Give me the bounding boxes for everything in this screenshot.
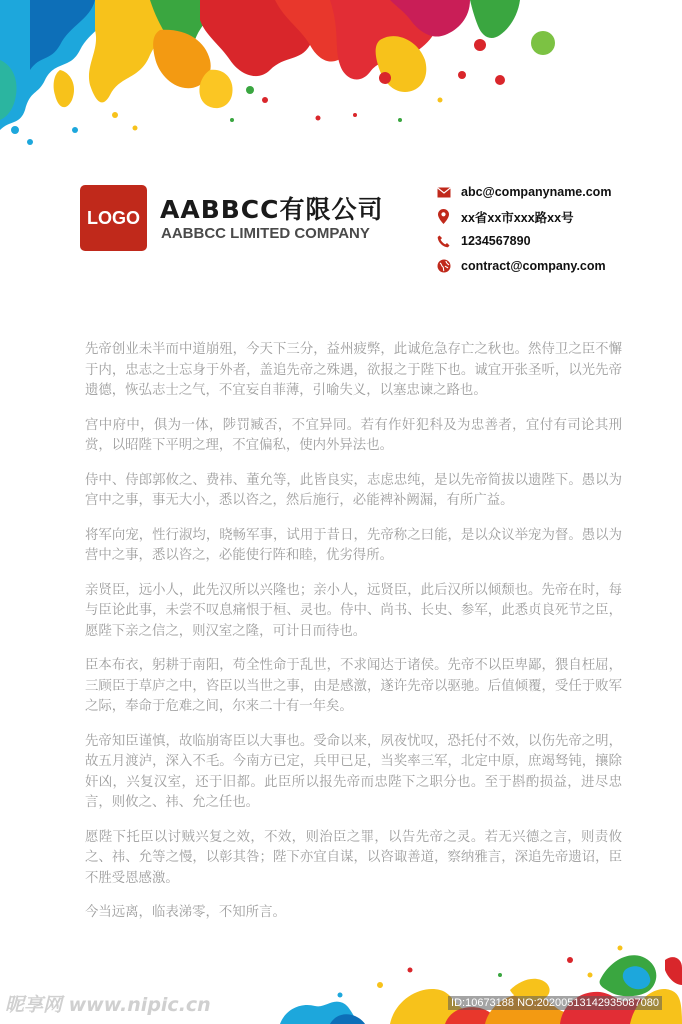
location-pin-icon (436, 209, 451, 224)
contact-address[interactable] (436, 205, 676, 230)
contact-phone[interactable] (436, 229, 676, 254)
body-paragraph: 今当远离，临表涕零，不知所言。 (85, 905, 286, 920)
globe-icon (436, 258, 451, 273)
watermark-id: ID:10673188 NO:20200513142935087080 (448, 996, 662, 1010)
contact-web-text: contract@company.com (461, 258, 606, 273)
body-paragraph: 宫中府中，俱为一体，陟罚臧否，不宜异同。若有作奸犯科及为忠善者，宜付有司论其刑赏，以昭陛下平明之理，不宜偏私，使内外异法也。 (85, 417, 622, 453)
body-paragraph: 侍中、侍郎郭攸之、费祎、董允等，此皆良实，志虑忠纯，是以先帝简拔以遗陛下。愚以为宫中之事，事无大小，悉以咨之，然后施行，必能裨补阙漏，有所广益。 (85, 472, 622, 508)
body-paragraph: 亲贤臣，远小人，此先汉所以兴隆也；亲小人，远贤臣，此后汉所以倾颓也。先帝在时，每与臣论此事，未尝不叹息痛恨于桓、灵也。侍中、尚书、长史、参军，此悉贞良死节之臣，愿陛下亲之信之，则汉室之隆，可计日而待也。 (85, 582, 622, 639)
logo-text: LOGO (87, 207, 140, 228)
company-name-cn: AABBCC有限公司 (160, 195, 384, 224)
contact-phone-text: 1234567890 (461, 234, 531, 249)
body-paragraph: 愿陛下托臣以讨贼兴复之效，不效，则治臣之罪，以告先帝之灵。若无兴德之言，则责攸之、祎、允等之慢，以彰其咎；陛下亦宜自谋，以咨诹善道，察纳雅言，深追先帝遗诏，臣不胜受恩感激。 (85, 829, 622, 886)
phone-icon (436, 234, 451, 249)
contact-email-text: abc@companyname.com (461, 185, 612, 200)
body-paragraph: 先帝创业未半而中道崩殂，今天下三分，益州疲弊，此诚危急存亡之秋也。然侍卫之臣不懈于内，忠志之士忘身于外者，盖追先帝之殊遇，欲报之于陛下也。诚宜开张圣听，以光先帝遗德，恢弘志士之气，不宜妄自菲薄，引喻失义，以塞忠谏之路也。 (85, 342, 622, 398)
company-logo (80, 185, 147, 251)
contact-address-text: xx省xx市xxx路xx号 (461, 210, 574, 225)
body-paragraph: 先帝知臣谨慎，故临崩寄臣以大事也。受命以来，夙夜忧叹，恐托付不效，以伤先帝之明，故五月渡泸，深入不毛。今南方已定，兵甲已足，当奖率三军，北定中原，庶竭驽钝，攘除奸凶，兴复汉室，还于旧都。此臣所以报先帝而忠陛下之职分也。至于斟酌损益，进尽忠言，则攸之、祎、允之任也。 (85, 733, 622, 810)
contact-email[interactable] (436, 180, 676, 205)
paint-splash-top (0, 0, 682, 175)
mail-icon (436, 185, 451, 200)
body-paragraph: 将军向宠，性行淑均，晓畅军事，试用于昔日，先帝称之曰能，是以众议举宠为督。愚以为营中之事，悉以咨之，必能使行阵和睦，优劣得所。 (85, 527, 622, 563)
contact-list (436, 180, 676, 278)
company-name-en: AABBCC LIMITED COMPANY (161, 225, 370, 242)
letter-body (85, 340, 622, 938)
watermark-site: 昵享网 www.nipic.cn (5, 994, 211, 1016)
body-paragraph: 臣本布衣，躬耕于南阳，苟全性命于乱世，不求闻达于诸侯。先帝不以臣卑鄙，猥自枉屈，三顾臣于草庐之中，咨臣以当世之事，由是感激，遂许先帝以驱驰。后值倾覆，受任于败军之际，奉命于危难之间，尔来二十有一年矣。 (85, 658, 622, 714)
contact-web[interactable] (436, 254, 676, 279)
paint-splash-bottom (270, 940, 682, 1024)
